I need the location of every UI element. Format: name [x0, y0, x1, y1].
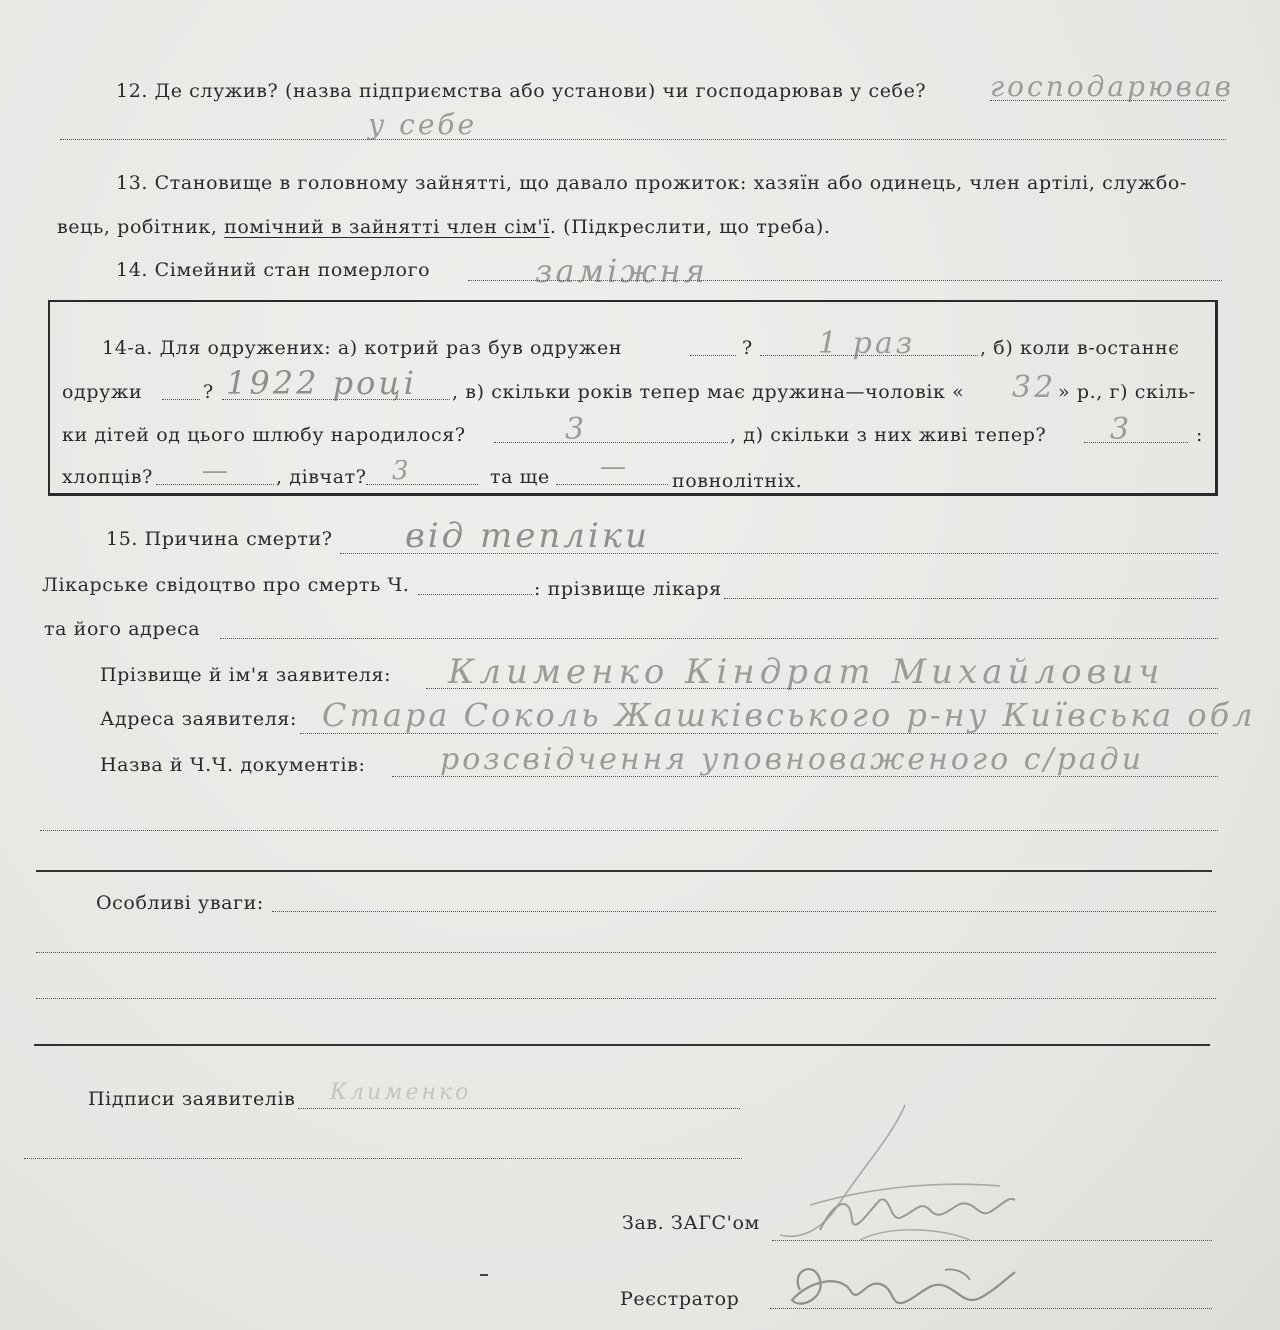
q15-address-label: та його адреса: [44, 618, 201, 640]
applicant-name-label: Прізвище й ім'я заявителя:: [100, 664, 392, 686]
section-divider-1: [36, 870, 1212, 872]
q14a-when-label: , б) коли в-останнє: [980, 337, 1180, 359]
q15-answer: від тепліки: [405, 516, 651, 556]
registrar-label: Реєстратор: [620, 1288, 740, 1310]
q14a-more-label: та ще: [490, 466, 550, 488]
q14a-alive-line: [1084, 442, 1188, 443]
q14a-boys-line: [156, 484, 274, 485]
q15-doctor-label: : прізвище лікаря: [534, 578, 722, 600]
q15-cert-line: [418, 594, 532, 595]
q15-cert-label: Лікарське свідоцтво про смерть Ч.: [42, 574, 410, 596]
notes-line-2: [36, 952, 1216, 953]
applicants-signature-line: [298, 1108, 740, 1109]
q12-continuation-line: [60, 139, 1226, 140]
q12-answer-handwritten: господарював: [990, 70, 1234, 103]
q14a-spouse-answer: 32: [1012, 370, 1057, 405]
applicant-address-answer: Стара Соколь Жашківського р-ну Київська обл: [322, 696, 1256, 734]
q14a-boys-label: хлопців?: [62, 466, 153, 488]
applicant-name-line: [426, 688, 1218, 689]
q14a-alive-answer: 3: [1110, 412, 1133, 447]
notes-line-3: [36, 998, 1216, 999]
q14a-spouse-label: , в) скільки років тепер має дружина—чоловік «: [452, 381, 965, 403]
applicants-signature-line-2: [24, 1158, 742, 1159]
q15-answer-line: [340, 553, 1218, 554]
q14a-children-answer: 3: [565, 412, 588, 447]
notes-line-1: [272, 911, 1216, 912]
q14a-year-line-a: [162, 399, 200, 400]
q14-label: 14. Сімейний стан померлого: [116, 259, 431, 281]
q14a-colon: :: [1196, 424, 1204, 446]
q13-line2: [57, 216, 831, 238]
q14a-children-line: [494, 442, 728, 443]
q13-line1: 13. Становище в головному зайнятті, що давало прожиток: хазяїн або одинець, член артілі, службо-: [116, 172, 1187, 194]
applicants-signature-label: Підписи заявителів: [88, 1088, 296, 1110]
q12-answer-line: [990, 100, 1226, 101]
q14a-adult-label: повнолітніх.: [672, 470, 803, 492]
q14a-girls-label: , дівчат?: [276, 466, 367, 488]
applicant-docs-label: Назва й Ч.Ч. документів:: [100, 754, 366, 776]
q14-answer-handwritten: заміжня: [535, 252, 708, 290]
q14a-times-answer: 1 раз: [818, 326, 916, 361]
q14a-girls-answer: 3: [392, 456, 412, 486]
q14a-spouse-suffix: » р., г) скіль-: [1058, 381, 1196, 403]
section-divider-2: [34, 1044, 1210, 1046]
q12-label: 12. Де служив? (назва підприємства або установи) чи господарював у себе?: [116, 80, 927, 102]
q14a-times-line-b: [760, 355, 978, 356]
q14a-label: 14-а. Для одружених: а) котрий раз був одружен: [102, 337, 623, 359]
q15-doctor-line: [724, 598, 1218, 599]
q14a-girls-line: [366, 484, 478, 485]
q12-answer-handwritten-2: у себе: [368, 108, 478, 141]
q14a-children-label: ки дітей од цього шлюбу народилося?: [62, 424, 466, 446]
q14a-year-line-b: [222, 399, 450, 400]
head-zags-label: Зав. ЗАГС'ом: [622, 1212, 760, 1234]
head-zags-signature: [740, 1100, 1040, 1250]
q13-underlined-option: помічний в зайнятті член сім'ї: [224, 216, 550, 238]
q14a-times-line-a: [690, 355, 736, 356]
q13-line2-prefix: вець, робітник,: [57, 216, 225, 238]
applicant-docs-answer: розсвідчення уповноваженого с/ради: [440, 742, 1145, 777]
q14a-year-answer: 1922 році: [226, 364, 417, 402]
q14a-qmark2: ?: [203, 381, 214, 403]
q14a-more-line: [556, 484, 668, 485]
q15-label: 15. Причина смерти?: [106, 528, 333, 550]
q14a-alive-label: , д) скільки з них живі тепер?: [730, 424, 1047, 446]
q14a-qmark: ?: [742, 337, 753, 359]
q14a-married-label: одружи: [62, 381, 143, 403]
applicant-docs-line: [392, 776, 1218, 777]
applicant-extra-line: [40, 830, 1218, 831]
q15-address-line: [220, 638, 1218, 639]
applicants-signature-answer: Клименко: [330, 1080, 472, 1105]
registrar-signature: [770, 1250, 1030, 1325]
q14-answer-line: [468, 280, 1222, 281]
q14a-more-answer: —: [600, 452, 629, 482]
q13-line2-suffix: . (Підкреслити, що треба).: [549, 216, 831, 238]
q14a-boys-answer: —: [202, 456, 231, 486]
notes-label: Особливі уваги:: [96, 892, 264, 914]
applicant-name-answer: Клименко Кіндрат Михайлович: [448, 652, 1165, 692]
applicant-address-label: Адреса заявителя:: [100, 708, 297, 730]
applicant-address-line: [300, 733, 1218, 734]
stray-mark: [480, 1274, 488, 1276]
